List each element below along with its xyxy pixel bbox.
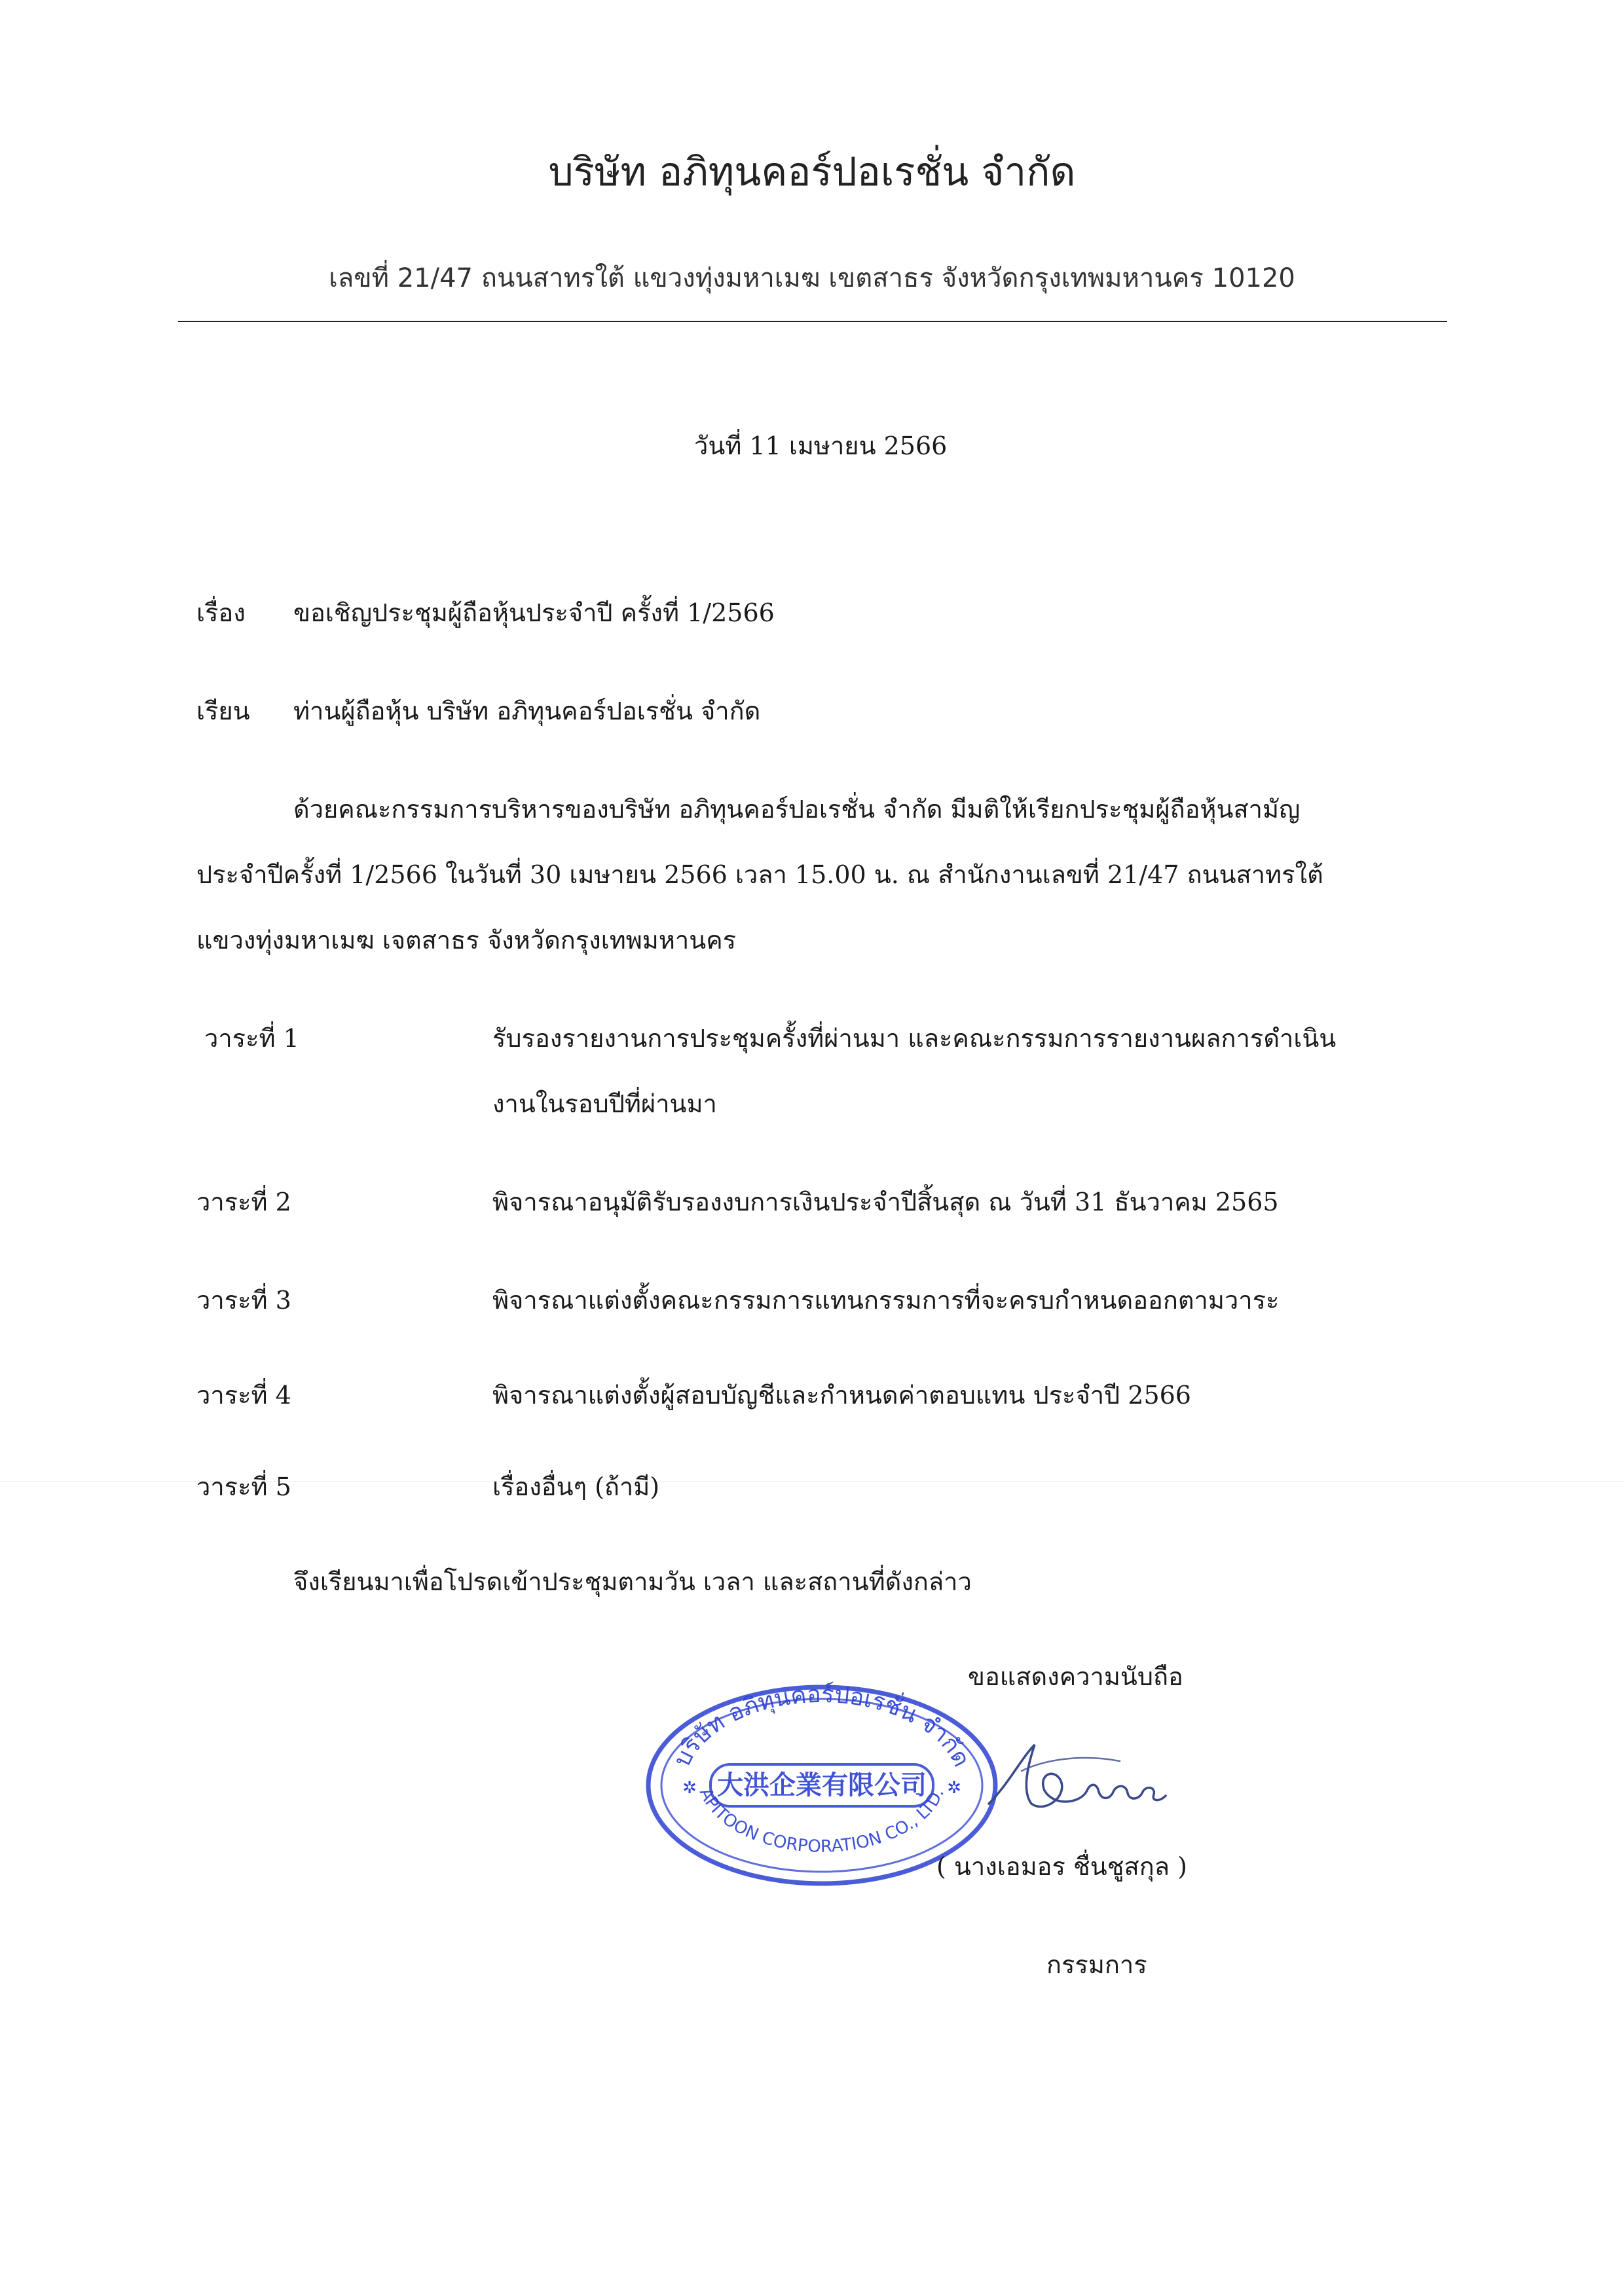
body-line-2: ประจำปีครั้งที่ 1/2566 ในวันที่ 30 เมษายน 2566 เวลา 15.00 น. ณ สำนักงานเลขที่ 21/47 ถนนสาทรใต้ <box>196 860 1323 889</box>
agenda-text-3: พิจารณาแต่งตั้งคณะกรรมการแทนกรรมการที่จะครบกำหนดออกตามวาระ <box>492 1286 1280 1315</box>
letter-date: วันที่ 11 เมษายน 2566 <box>694 431 948 460</box>
stamp-star-right: ✲ <box>947 1778 961 1798</box>
body-line-1: ด้วยคณะกรรมการบริหารของบริษัท อภิทุนคอร์ปอเรชั่น จำกัด มีมติให้เรียกประชุมผู้ถือหุ้นสามัญ <box>293 795 1301 824</box>
agenda-text-1-line-1: รับรองรายงานการประชุมครั้งที่ผ่านมา และคณะกรรมการรายงานผลการดำเนิน <box>492 1024 1337 1053</box>
agenda-text-2: พิจารณาอนุมัติรับรองงบการเงินประจำปีสิ้นสุด ณ วันที่ 31 ธันวาคม 2565 <box>492 1188 1279 1216</box>
agenda-text-4: พิจารณาแต่งตั้งผู้สอบบัญชีและกำหนดค่าตอบแทน ประจำปี 2566 <box>492 1381 1191 1410</box>
handwritten-signature <box>982 1732 1218 1823</box>
agenda-text-5: เรื่องอื่นๆ (ถ้ามี) <box>492 1472 660 1501</box>
agenda-label-5: วาระที่ 5 <box>196 1472 291 1501</box>
regards-text: ขอแสดงความนับถือ <box>968 1662 1183 1691</box>
recipient-text: ท่านผู้ถือหุ้น บริษัท อภิทุนคอร์ปอเรชั่น จำกัด <box>293 697 761 725</box>
company-address: เลขที่ 21/47 ถนนสาทรใต้ แขวงทุ่งมหาเมฆ เขตสาธร จังหวัดกรุงเทพมหานคร 10120 <box>329 263 1295 293</box>
body-line-3: แขวงทุ่งมหาเมฆ เจตสาธร จังหวัดกรุงเทพมหานคร <box>196 926 737 955</box>
subject-label: เรื่อง <box>196 598 246 627</box>
signer-title: กรรมการ <box>1046 1950 1147 1979</box>
stamp-chinese-text: 大洪企業有限公司 <box>717 1770 927 1800</box>
agenda-text-1-line-2: งานในรอบปีที่ผ่านมา <box>492 1089 717 1118</box>
subject-text: ขอเชิญประชุมผู้ถือหุ้นประจำปี ครั้งที่ 1/2566 <box>293 598 775 627</box>
agenda-label-4: วาระที่ 4 <box>196 1381 291 1410</box>
stamp-thai-text: บริษัท อภิทุนคอร์ปอเรชั่น จำกัด <box>668 1681 976 1772</box>
recipient-label: เรียน <box>196 697 250 725</box>
signer-name: ( นางเอมอร ชื่นชูสกุล ) <box>936 1852 1187 1881</box>
stamp-star-left: ✲ <box>682 1778 697 1798</box>
company-name: บริษัท อภิทุนคอร์ปอเรชั่น จำกัด <box>548 149 1076 195</box>
agenda-label-2: วาระที่ 2 <box>196 1188 291 1216</box>
agenda-label-1: วาระที่ 1 <box>204 1024 299 1053</box>
stamp-english-text: APITOON CORPORATION CO., LTD. <box>695 1785 948 1857</box>
agenda-label-3: วาระที่ 3 <box>196 1286 291 1315</box>
header-divider <box>178 321 1447 322</box>
closing-sentence: จึงเรียนมาเพื่อโปรดเข้าประชุมตามวัน เวลา และสถานที่ดังกล่าว <box>293 1567 972 1596</box>
